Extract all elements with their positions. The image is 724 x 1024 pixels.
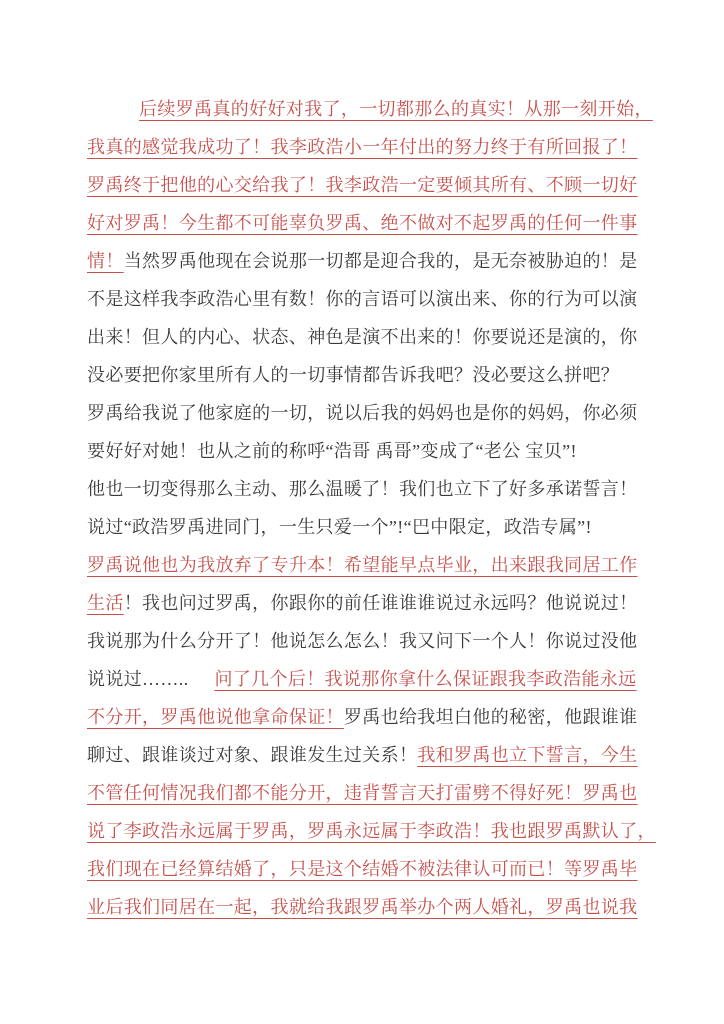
document-line	[87, 318, 639, 356]
document-line	[87, 812, 656, 850]
document-line	[87, 432, 639, 470]
document-line	[87, 622, 639, 660]
document-line	[87, 850, 639, 888]
document-line	[87, 546, 639, 584]
document-line	[87, 280, 639, 318]
document-line	[87, 128, 639, 166]
highlighted-text-run: 我和罗禹也立下誓言，今生	[417, 745, 638, 765]
document-line	[87, 394, 639, 432]
text-run: 罗禹给我说了他家庭的一切，说以后我的妈妈也是你的妈妈，你必须	[87, 403, 638, 423]
text-run: ！我也问过罗禹，你跟你的前任谁谁谁说过永远吗？他说说过！	[123, 593, 638, 613]
document-body	[87, 90, 656, 926]
document-line	[87, 470, 639, 508]
highlighted-text-run: 问了几个后！我说那你拿什么保证跟我李政浩能永远	[214, 669, 637, 689]
document-line	[87, 242, 639, 280]
highlighted-text-run: 不管任何情况我们都不能分开，违背誓言天打雷劈不得好死！罗禹也	[87, 783, 638, 803]
document-line	[87, 166, 639, 204]
highlighted-text-run: 好对罗禹！今生都不可能辜负罗禹、绝不做对不起罗禹的任何一件事	[87, 213, 638, 233]
highlighted-text-run: 罗禹说他也为我放弃了专升本！希望能早点毕业，出来跟我同居工作	[87, 555, 638, 575]
document-line	[87, 660, 639, 698]
highlighted-text-run: 情！	[87, 251, 124, 271]
text-run: 聊过、跟谁谈过对象、跟谁发生过关系！	[87, 745, 418, 765]
text-run: 没必要把你家里所有人的一切事情都告诉我吧？没必要这么拼吧？	[87, 365, 620, 385]
text-run: 要好好对她！也从之前的称呼“浩哥 禹哥”变成了“老公 宝贝”!	[87, 441, 577, 461]
document-line	[87, 736, 639, 774]
highlighted-text-run: 罗禹终于把他的心交给我了！我李政浩一定要倾其所有、不顾一切好	[87, 175, 638, 195]
document-line	[87, 90, 653, 128]
text-run: 说说过……..	[87, 669, 189, 689]
document-line	[87, 508, 639, 546]
highlighted-text-run: 后续罗禹真的好好对我了，一切都那么的真实！从那一刻开始，	[139, 99, 653, 119]
document-line	[87, 774, 639, 812]
highlighted-text-run: 我真的感觉我成功了！我李政浩小一年付出的努力终于有所回报了！	[87, 137, 638, 157]
document-line	[87, 584, 639, 622]
document-line	[87, 204, 639, 242]
text-run: 不是这样我李政浩心里有数！你的言语可以演出来、你的行为可以演	[87, 289, 638, 309]
highlighted-text-run: 我们现在已经算结婚了，只是这个结婚不被法律认可而已！等罗禹毕	[87, 859, 638, 879]
document-line	[87, 888, 639, 926]
text-run: 他也一切变得那么主动、那么温暖了！我们也立下了好多承诺誓言！	[87, 479, 638, 499]
highlighted-text-run: 业后我们同居在一起，我就给我跟罗禹举办个两人婚礼，罗禹也说我	[87, 897, 638, 917]
highlighted-text-run: 生活	[87, 593, 124, 613]
text-run: 我说那为什么分开了！他说怎么怎么！我又问下一个人！你说过没他	[87, 631, 638, 651]
highlighted-text-run: 说了李政浩永远属于罗禹，罗禹永远属于李政浩！我也跟罗禹默认了，	[87, 821, 656, 841]
text-gap-spacer	[188, 684, 214, 685]
text-run: 当然罗禹他现在会说那一切都是迎合我的，是无奈被胁迫的！是	[123, 251, 638, 271]
document-line	[87, 698, 639, 736]
highlighted-text-run: 不分开，罗禹他说他拿命保证！	[87, 707, 344, 727]
document-line	[87, 356, 639, 394]
text-run: 罗禹也给我坦白他的秘密，他跟谁谁	[343, 707, 638, 727]
text-run: 说过“政浩罗禹进同门，一生只爱一个”!“巴中限定，政浩专属”!	[87, 517, 592, 537]
text-run: 出来！但人的内心、状态、神色是演不出来的！你要说还是演的，你	[87, 327, 638, 347]
